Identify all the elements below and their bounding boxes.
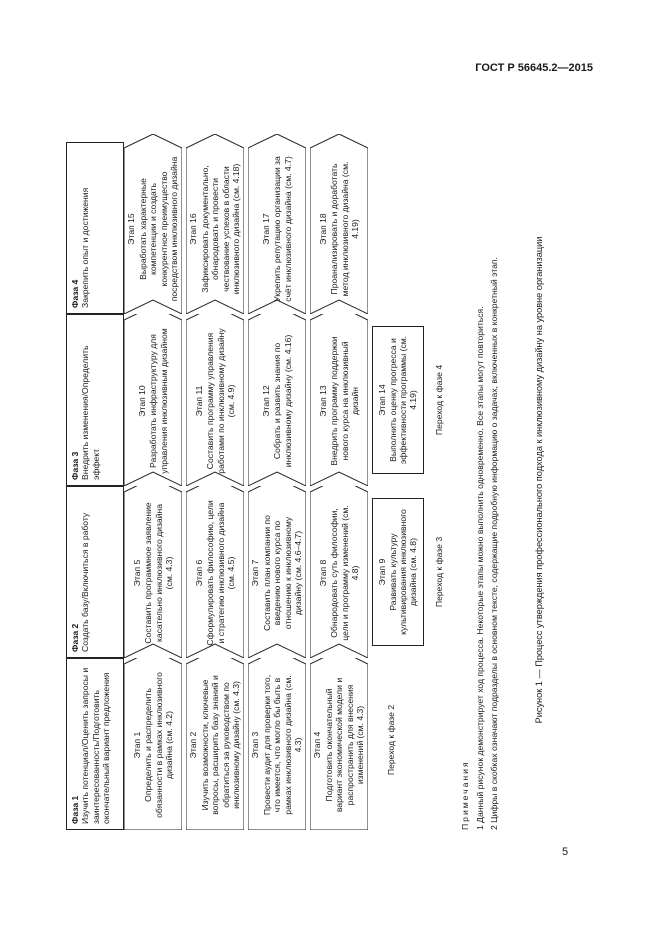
stage-7 — [248, 478, 306, 658]
stage-17-num: Этап 17 — [260, 213, 271, 245]
stage-13-num: Этап 13 — [317, 385, 328, 417]
stage-15-num: Этап 15 — [126, 213, 137, 245]
stage-14-text: Выполнить оценку прогресса и эффективности программы (см. 4.19) — [387, 335, 419, 465]
stage-18-text: Проанализировать и доработать метод инклюзивного дизайна (см. 4.19) — [329, 161, 360, 297]
stage-14 — [372, 326, 424, 474]
stage-18 — [310, 134, 368, 314]
stage-15 — [124, 134, 182, 314]
stage-15-text: Выработать характерные компетенции и создать конкурентное преимущество посредством инклюзивного дизайна — [137, 156, 180, 302]
page-number: 5 — [562, 846, 569, 858]
stage-2-num: Этап 2 — [188, 731, 199, 759]
stage-9 — [372, 498, 424, 646]
stage-6 — [186, 478, 244, 658]
stage-17-text: Укрепить репутацию организации за счёт инклюзивного дизайна (см. 4.7) — [272, 156, 293, 302]
phase-4-title: Фаза 4 — [70, 279, 80, 308]
figure-caption: Рисунок 1 — Процесс утверждения профессионального подхода к инклюзивному дизайну на уровне организации — [534, 236, 544, 724]
standard-code: ГОСТ Р 56645.2—2015 — [475, 62, 593, 74]
process-figure — [66, 130, 606, 830]
phase-3-title: Фаза 3 — [70, 451, 80, 480]
stage-9-num: Этап 9 — [377, 558, 388, 586]
stage-17 — [248, 134, 306, 314]
stage-11-text: Составить программу управления работами по инклюзивному дизайну (см. 4.9) — [205, 328, 236, 474]
stage-7-text: Составить план компании по введению нового курса по отношению к инклюзивному дизайну (см. 4.6–4.7) — [261, 515, 304, 631]
stage-6-text: Сформулировать философию, цели и стратегию инклюзивного дизайна (см. 4.5) — [205, 500, 236, 646]
stage-2 — [186, 650, 244, 830]
stage-7-num: Этап 7 — [250, 559, 261, 587]
phase-2-header — [66, 486, 124, 658]
phase-1-title: Фаза 1 — [70, 795, 80, 824]
stage-1-num: Этап 1 — [131, 731, 142, 759]
stage-8-text: Обнародовать суть философии, цели и программу изменений (см. 4.8) — [329, 505, 360, 641]
stage-4-text: Подготовить окончательный вариант экономической модели и распространить для внесения изменений (см. 4.3) — [323, 677, 366, 813]
stage-11-num: Этап 11 — [193, 385, 204, 417]
stage-16-num: Этап 16 — [188, 213, 199, 245]
transition-phase-2: Переход к фазе 2 — [386, 704, 396, 776]
stage-18-num: Этап 18 — [317, 213, 328, 245]
phase-1-header — [66, 658, 124, 830]
stage-2-text: Изучить возможности, ключевые вопросы, расширить базу знаний и обратиться за руководством по инклюзивному дизайну (см. 4.3) — [199, 675, 242, 815]
transition-phase-4: Переход к фазе 4 — [434, 364, 444, 436]
phase-1-text: Изучить потенциал/Оценить запросы и заинтересованность/Подготовить окончательный вариант предложения — [80, 667, 112, 824]
stage-10 — [124, 306, 182, 486]
stage-3 — [248, 650, 306, 830]
transition-phase-3: Переход к фазе 3 — [434, 536, 444, 608]
stage-12-text: Собрать и развить знания по инклюзивному дизайну (см. 4.16) — [272, 334, 293, 468]
notes — [458, 130, 502, 830]
phase-2-text: Создать базу/Включиться в работу — [80, 512, 91, 652]
stage-8-num: Этап 8 — [317, 559, 328, 587]
stage-5-num: Этап 5 — [131, 559, 142, 587]
stage-4 — [310, 650, 368, 830]
phase-4-text: Закрепить опыт и достижения — [80, 187, 91, 308]
stage-3-text: Провести аудит для проверки того, что имеется, что могло бы быть в рамках инклюзивного дизайна (см. 4.3) — [261, 674, 304, 816]
phase-4-header — [66, 142, 124, 314]
stage-4-num: Этап 4 — [312, 731, 323, 759]
stage-12 — [248, 306, 306, 486]
stage-11 — [186, 306, 244, 486]
stage-5 — [124, 478, 182, 658]
stage-6-num: Этап 6 — [193, 559, 204, 587]
stage-1-text: Определить и распределить обязанности в рамках инклюзивного дизайна (см. 4.2) — [143, 672, 174, 818]
stage-5-text: Составить программное заявление касательно инклюзивного дизайна (см. 4.3) — [143, 502, 174, 644]
note-1: 1 Данный рисунок демонстрирует ход процесса. Некоторые этапы можно выполнить одновременно. Все этапы могут повториться. — [474, 306, 485, 830]
stage-10-num: Этап 10 — [136, 385, 147, 417]
stage-12-num: Этап 12 — [260, 385, 271, 417]
stage-8 — [310, 478, 368, 658]
stage-3-num: Этап 3 — [250, 731, 261, 759]
stage-9-text: Развивать культуру культивирования инклюзивного дизайна (см. 4.8) — [387, 509, 419, 635]
stage-13 — [310, 306, 368, 486]
notes-heading: Примечания — [460, 760, 470, 830]
stage-16 — [186, 134, 244, 314]
phase-3-text: Внедрить изменения/Определить эффект — [80, 345, 101, 480]
phase-2-title: Фаза 2 — [70, 623, 80, 652]
stage-10-text: Разработать инфраструктуру для управления инклюзивным дизайном — [148, 328, 169, 474]
stage-1 — [124, 650, 182, 830]
stage-14-num: Этап 14 — [377, 384, 388, 416]
phase-3-header — [66, 314, 124, 486]
stage-16-text: Зафиксировать документально, обнародовать и провести чествование успехов в области инклюзивного дизайна (см. 4.18) — [199, 163, 242, 295]
stage-13-text: Внедрить программу поддержки нового курса на инклюзивный дизайн — [329, 336, 360, 466]
note-2: 2 Цифры в скобках означают подразделы в основном тексте, содержащие подробную информацию о задачах, включенных в конкретный этап. — [489, 257, 500, 830]
